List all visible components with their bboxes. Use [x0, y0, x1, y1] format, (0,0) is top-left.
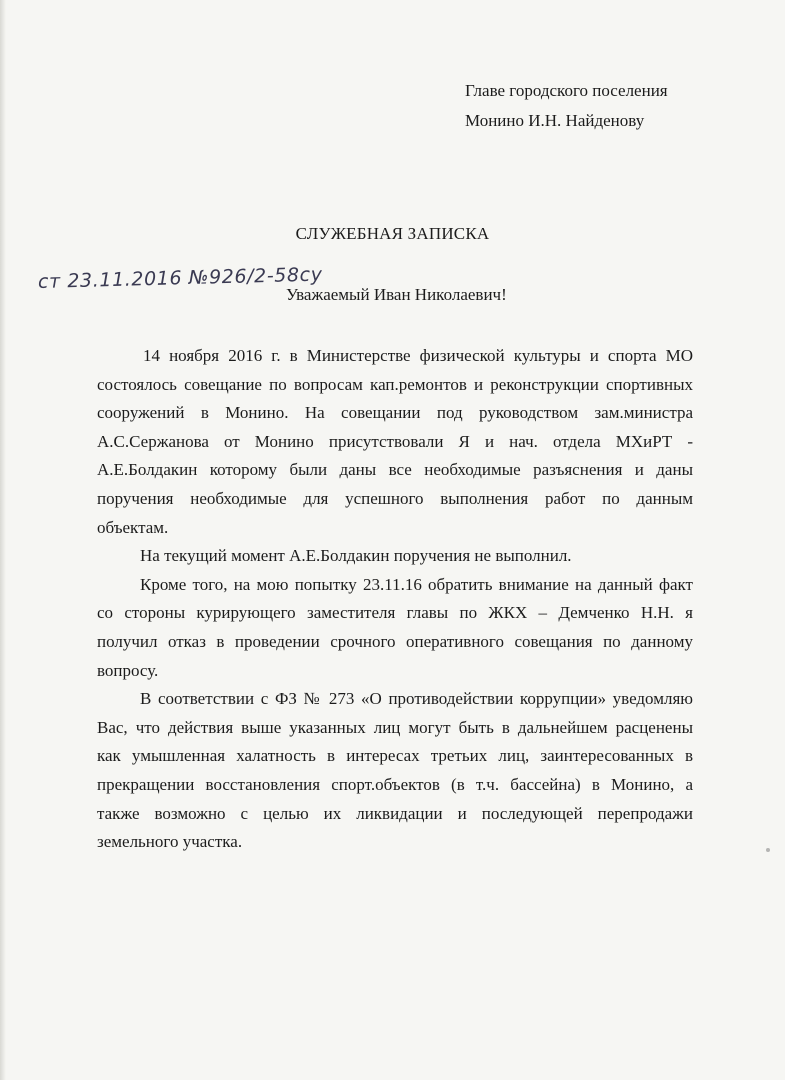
scan-speck — [766, 848, 770, 852]
body-line: состоялось совещание по вопросам кап.ремонтов и реконструкции спортивных — [97, 374, 693, 394]
body-line: А.Е.Болдакин которому были даны все необходимые разъяснения и даны — [97, 460, 693, 480]
body-line: А.С.Сержанова от Монино присутствовали Я и нач. отдела МХиРТ - — [97, 431, 693, 451]
body-line: поручения необходимые для успешного выполнения работ по данным — [97, 488, 693, 508]
body-line: Кроме того, на мою попытку 23.11.16 обратить внимание на данный факт — [140, 574, 693, 594]
letter-body — [97, 342, 693, 857]
body-line: как умышленная халатность в интересах третьих лиц, заинтересованных в — [97, 746, 693, 766]
handwritten-registration-note: ст 23.11.2016 №926/2-58су — [37, 263, 323, 293]
addressee-line: Главе городского поселения — [465, 81, 668, 100]
body-line: вопросу. — [97, 660, 159, 680]
scan-edge — [0, 0, 6, 1080]
body-line: объектам. — [97, 517, 169, 537]
document-title: СЛУЖЕБНАЯ ЗАПИСКА — [295, 224, 490, 243]
body-line: 14 ноября 2016 г. в Министерстве физической культуры и спорта МО — [143, 346, 693, 365]
body-line: Вас, что действия выше указанных лиц могут быть в дальнейшем расценены — [97, 717, 693, 737]
body-line: На текущий момент А.Е.Болдакин поручения не выполнил. — [140, 546, 572, 566]
body-line: земельного участка. — [97, 832, 243, 852]
addressee-block — [465, 76, 668, 136]
salutation: Уважаемый Иван Николаевич! — [286, 285, 507, 304]
body-line: со стороны курирующего заместителя главы по ЖКХ – Демченко Н.Н. я — [97, 603, 693, 623]
body-line: получил отказ в проведении срочного оперативного совещания по данному — [97, 631, 693, 651]
addressee-line: Монино И.Н. Найденову — [465, 111, 645, 130]
body-line: сооружений в Монино. На совещании под руководством зам.министра — [97, 403, 693, 423]
body-line: В соответствии с ФЗ № 273 «О противодействии коррупции» уведомляю — [140, 689, 693, 709]
body-line: также возможно с целью их ликвидации и последующей перепродажи — [97, 803, 693, 823]
body-line: прекращении восстановления спорт.объектов (в т.ч. бассейна) в Монино, а — [97, 774, 693, 794]
